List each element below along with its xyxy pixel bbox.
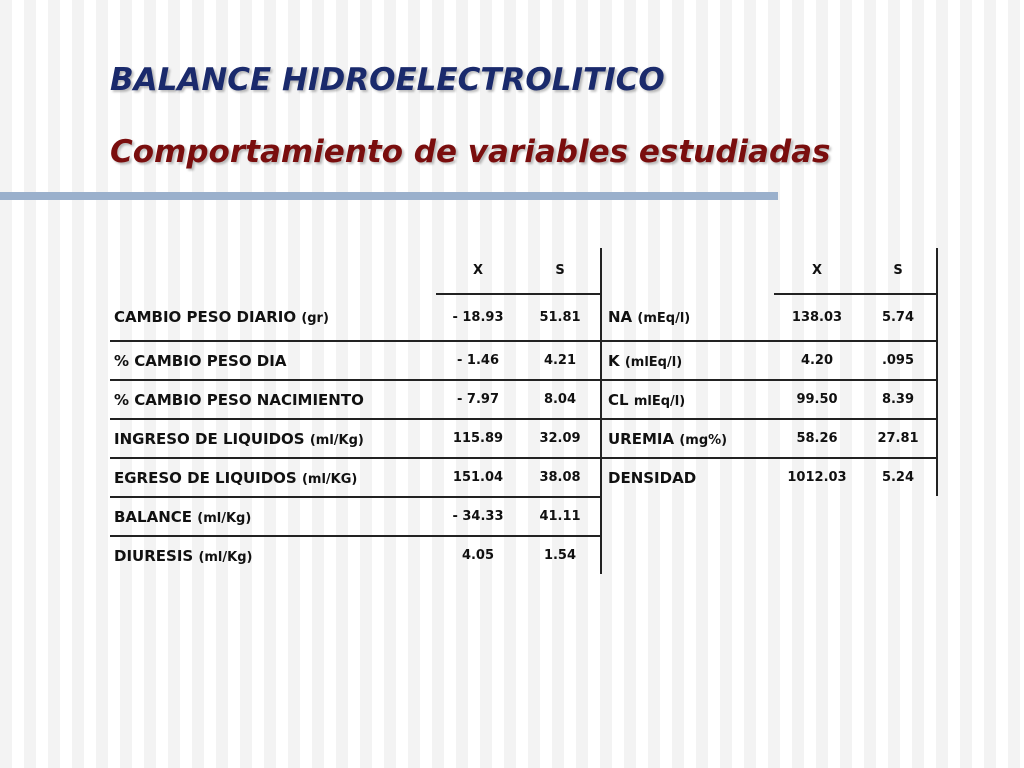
table-row <box>110 341 601 380</box>
value-s: 5.74 <box>860 294 937 341</box>
header-blank <box>110 248 436 294</box>
title-divider <box>0 192 778 200</box>
value-x: 1012.03 <box>774 458 860 496</box>
value-x: 99.50 <box>774 380 860 419</box>
header-blank <box>598 248 774 294</box>
row-unit: (mlEq/l) <box>624 354 683 370</box>
row-label <box>110 419 436 458</box>
value-x: 151.04 <box>436 458 520 497</box>
slide-title: BALANCE HIDROELECTROLITICO <box>110 62 665 98</box>
value-s: 27.81 <box>860 419 937 458</box>
value-s: 8.04 <box>520 380 601 419</box>
row-label <box>598 341 774 380</box>
row-name: UREMIA <box>608 429 675 448</box>
value-s: 51.81 <box>520 294 601 341</box>
row-name: K <box>608 351 620 370</box>
row-name: CL <box>608 390 629 409</box>
row-label <box>598 294 774 341</box>
row-label <box>598 380 774 419</box>
row-name: % CAMBIO PESO NACIMIENTO <box>114 390 364 409</box>
value-s: 4.21 <box>520 341 601 380</box>
value-x: 115.89 <box>436 419 520 458</box>
row-name: INGRESO DE LIQUIDOS <box>114 429 305 448</box>
value-x: - 34.33 <box>436 497 520 536</box>
row-unit: (ml/Kg) <box>198 549 253 565</box>
row-name: CAMBIO PESO DIARIO <box>114 308 297 326</box>
right-table-header <box>598 248 937 294</box>
value-s: 41.11 <box>520 497 601 536</box>
value-x: 4.20 <box>774 341 860 380</box>
row-label <box>110 294 436 341</box>
table-row <box>110 536 601 574</box>
value-s: 8.39 <box>860 380 937 419</box>
table-row <box>598 341 937 380</box>
value-x: 138.03 <box>774 294 860 341</box>
left-table-header <box>110 248 601 294</box>
row-name: EGRESO DE LIQUIDOS <box>114 468 297 487</box>
row-name: BALANCE <box>114 507 193 526</box>
value-x: - 18.93 <box>436 294 520 341</box>
row-unit: mlEq/l) <box>633 393 686 409</box>
value-s: 38.08 <box>520 458 601 497</box>
header-s: S <box>860 248 937 294</box>
row-label <box>110 458 436 497</box>
value-x: 58.26 <box>774 419 860 458</box>
slide-subtitle: Comportamiento de variables estudiadas <box>110 134 831 170</box>
row-unit: (mEq/l) <box>637 311 691 326</box>
row-label <box>110 497 436 536</box>
table-row <box>110 458 601 497</box>
table-row <box>110 419 601 458</box>
value-x: 4.05 <box>436 536 520 574</box>
row-label <box>598 458 774 496</box>
row-name: DIURESIS <box>114 546 194 565</box>
header-x: X <box>811 263 823 278</box>
table-row <box>598 419 937 458</box>
left-table <box>110 248 602 574</box>
row-label <box>110 341 436 380</box>
row-label <box>110 380 436 419</box>
table-row <box>598 380 937 419</box>
value-s: 32.09 <box>520 419 601 458</box>
value-x: - 7.97 <box>436 380 520 419</box>
table-row <box>598 294 937 341</box>
row-unit: (gr) <box>301 311 329 326</box>
value-s: .095 <box>860 341 937 380</box>
value-s: 5.24 <box>860 458 937 496</box>
row-label <box>110 536 436 574</box>
table-row <box>110 294 601 341</box>
value-s: 1.54 <box>520 536 601 574</box>
row-label <box>598 419 774 458</box>
table-row <box>598 458 937 496</box>
row-name: NA <box>608 308 633 326</box>
table-row <box>110 380 601 419</box>
table-row <box>110 497 601 536</box>
row-name: % CAMBIO PESO DIA <box>114 351 287 370</box>
header-x: X <box>472 263 484 278</box>
value-x: - 1.46 <box>436 341 520 380</box>
header-s: S <box>520 248 601 294</box>
row-unit: (ml/Kg) <box>309 432 364 448</box>
row-name: DENSIDAD <box>608 468 697 487</box>
right-table <box>598 248 938 496</box>
row-unit: (ml/Kg) <box>197 510 252 526</box>
row-unit: (ml/KG) <box>301 471 358 487</box>
row-unit: (mg%) <box>679 432 728 448</box>
